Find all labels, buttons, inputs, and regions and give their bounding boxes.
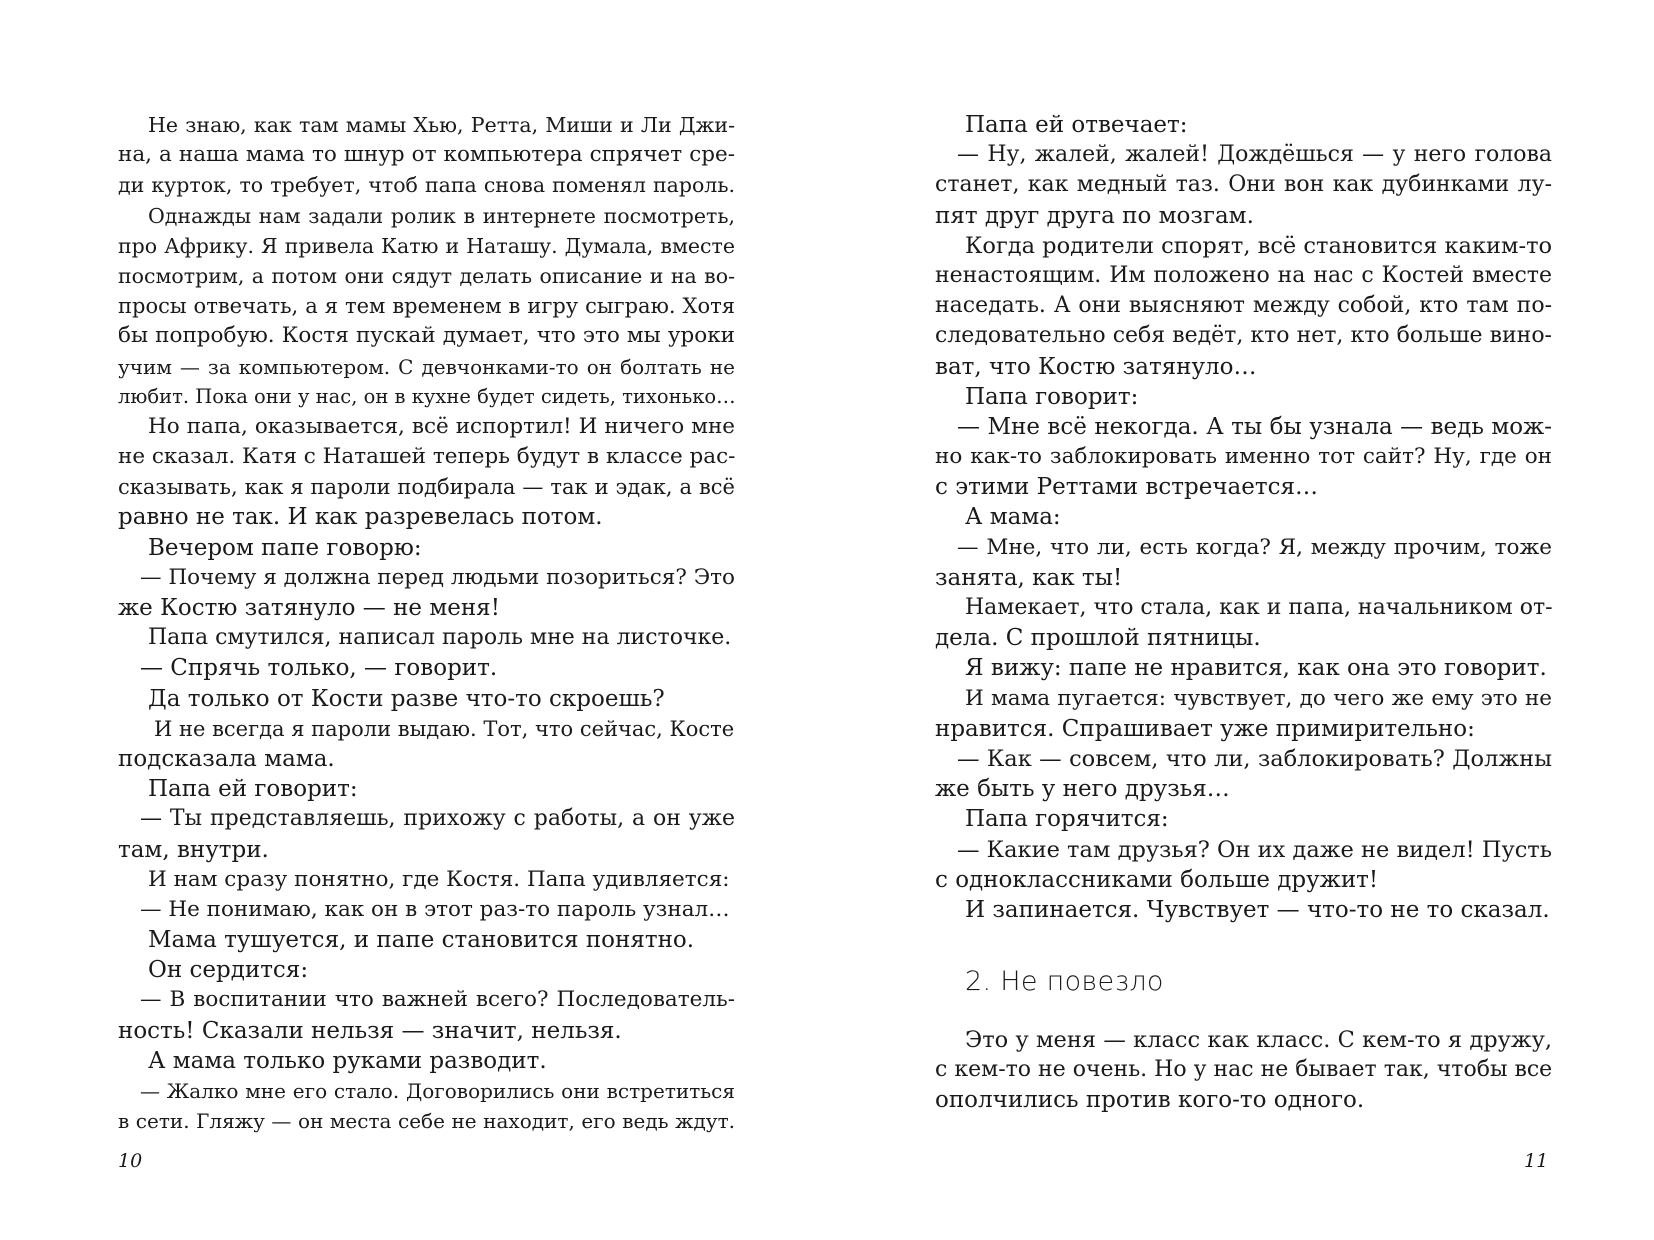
text-line: — Ты представляешь, прихожу с работы, а он уже [140, 806, 735, 832]
text-line: с одноклассниками больше дружит! [935, 866, 1379, 893]
text-line: посмотрим, а потом они сядут делать описание и на во- [118, 263, 735, 288]
text-line: нравится. Спрашивает уже примирительно: [935, 715, 1475, 742]
text-line: — Спрячь только, — говорит. [140, 655, 498, 682]
text-line: ненастоящим. Им положено на нас с Костей вместе [935, 262, 1552, 288]
text-line: просы отвечать, а я тем временем в игру сыграю. Хотя [118, 294, 735, 319]
text-line: — Жалко мне его стало. Договорились они встретиться [140, 1079, 735, 1103]
text-line: — Почему я должна перед людьми позориться? Это [140, 564, 735, 590]
text-line: Когда родители спорят, всё становится каким-то [965, 232, 1553, 259]
section-gap [935, 925, 1552, 955]
text-line: занята, как ты! [935, 564, 1123, 591]
text-line: равно не так. И как разревелась потом. [118, 504, 603, 531]
text-line: — Какие там друзья? Он их даже не видел! Пусть [957, 836, 1552, 863]
text-line: ди курток, то требует, чтоб папа снова поменял пароль. [118, 173, 735, 198]
text-line: наседать. А они выясняют между собой, кто там по- [935, 293, 1552, 319]
text-line: про Африку. Я привела Катю и Наташу. Думала, вместе [118, 233, 735, 258]
text-line: Папа говорит: [965, 383, 1139, 410]
text-line: — Мне, что ли, есть когда? Я, между прочим, тоже [957, 534, 1552, 560]
text-line: следовательно себя ведёт, кто нет, кто больше вино- [935, 323, 1552, 349]
text-line: сказывать, как я пароли подбирала — так и эдак, а всё [118, 475, 735, 500]
text-line: учим — за компьютером. С девчонками-то он болтать не [118, 354, 735, 379]
text-line: — Мне всё некогда. А ты бы узнала — ведь мож- [957, 413, 1552, 440]
text-line: дела. С прошлой пятницы. [935, 625, 1261, 652]
text-line: Я вижу: папе не нравится, как она это говорит. [965, 655, 1547, 682]
text-line: Папа горячится: [965, 806, 1169, 833]
text-line: А мама: [965, 504, 1061, 531]
text-line: — В воспитании что важней всего? Последователь- [140, 987, 735, 1013]
text-line: И не всегда я пароли выдаю. Тот, что сейчас, Косте [154, 716, 735, 741]
text-line: Однажды нам задали ролик в интернете посмотреть, [148, 203, 735, 228]
text-line: на, а наша мама то шнур от компьютера спрячет сре- [118, 142, 735, 168]
text-line: Мама тушуется, и папе становится понятно. [148, 927, 695, 954]
text-line: Намекает, что стала, как и папа, начальником от- [965, 595, 1553, 620]
text-line: И запинается. Чувствует — что-то не то сказал. [965, 896, 1550, 923]
text-line: И мама пугается: чувствует, до чего же ему это не [965, 685, 1552, 711]
text-line: ность! Сказали нельзя — значит, нельзя. [118, 1017, 622, 1044]
text-block [935, 110, 1552, 925]
text-line: там, внутри. [118, 836, 269, 863]
text-line: Папа ей отвечает: [965, 112, 1188, 138]
text-line: Папа смутился, написал пароль мне на листочке. [148, 625, 732, 651]
text-line: Это у меня — класс как класс. С кем-то я дружу, [965, 1027, 1552, 1054]
right-page-text [935, 110, 1552, 1116]
text-line: не сказал. Катя с Наташей теперь будут в классе рас- [118, 444, 736, 470]
text-line: — Как — совсем, что ли, заблокировать? Должны [957, 745, 1552, 772]
text-line: — Не понимаю, как он в этот раз-то пароль узнал… [140, 896, 730, 922]
text-line: но как-то заблокировать именно тот сайт? Ну, где он [935, 444, 1552, 470]
text-line: Не знаю, как там мамы Хью, Ретта, Миши и Ли Джи- [148, 113, 735, 137]
text-line: Вечером папе говорю: [148, 534, 422, 561]
text-line: А мама только руками разводит. [148, 1047, 547, 1074]
text-line: Но папа, оказывается, всё испортил! И ничего мне [148, 413, 735, 439]
text-line: Он сердится: [148, 957, 309, 984]
right-page [827, 0, 1654, 1240]
text-line: в сети. Гляжу — он места себе не находит, его ведь ждут. [118, 1109, 735, 1134]
text-block [935, 1025, 1552, 1116]
chapter-heading: 2. Не повезло [965, 966, 1164, 998]
text-line: любит. Пока они у нас, он в кухне будет сидеть, тихонько… [118, 384, 736, 408]
text-line: бы попробую. Костя пускай думает, что это мы уроки [118, 323, 735, 349]
text-line: — Ну, жалей, жалей! Дождёшься — у него голова [957, 142, 1552, 168]
text-line: подсказала мама. [118, 745, 335, 772]
text-line: Да только от Кости разве что-то скроешь? [148, 685, 665, 712]
page-number: 11 [1524, 1150, 1549, 1172]
text-line: с кем-то не очень. Но у нас не бывает так, чтобы все [935, 1057, 1553, 1083]
page-number: 10 [118, 1150, 143, 1172]
text-line: И нам сразу понятно, где Костя. Папа удивляется: [148, 866, 730, 892]
text-line: с этими Реттами встречается… [935, 474, 1318, 501]
text-line: же Костю затянуло — не меня! [118, 595, 500, 621]
text-line: Папа ей говорит: [148, 776, 358, 803]
text-line: пят друг друга по мозгам. [935, 202, 1254, 229]
text-line: ополчились против кого-то одного. [935, 1087, 1365, 1114]
left-page-text [118, 110, 735, 1136]
text-line: ват, что Костю затянуло… [935, 353, 1257, 380]
text-line: же быть у него друзья… [935, 776, 1230, 803]
text-line: станет, как медный таз. Они вон как дубинками лу- [935, 172, 1552, 198]
